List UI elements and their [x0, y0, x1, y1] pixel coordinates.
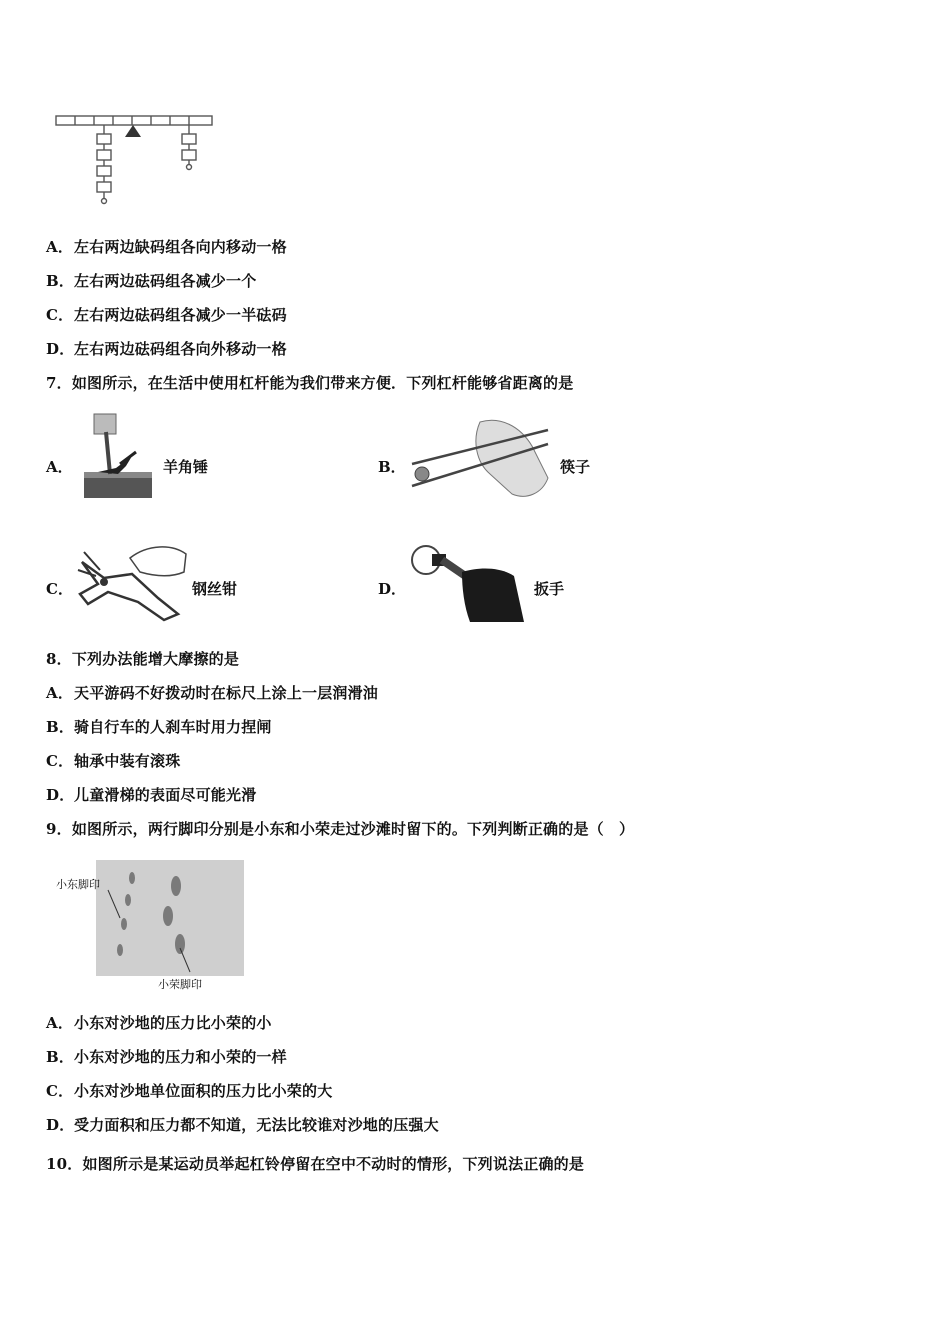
option-letter: D． — [46, 786, 75, 804]
claw-hammer-image — [80, 410, 154, 500]
option-text: 左右两边砝码组各向外移动一格 — [74, 340, 287, 358]
lever-balance-figure — [54, 112, 216, 208]
q9-option-c[interactable] — [46, 1080, 332, 1101]
q7-option-a-letter[interactable]: A． — [46, 458, 73, 476]
chopsticks-image — [408, 416, 550, 500]
q8-stem: 8．下列办法能增大摩擦的是 — [46, 650, 240, 668]
option-letter: C． — [46, 752, 74, 770]
option-letter: B． — [46, 272, 75, 290]
q10-stem: 10．如图所示是某运动员举起杠铃停留在空中不动时的情形，下列说法正确的是 — [46, 1155, 585, 1173]
option-letter: A． — [46, 1014, 74, 1032]
wire-pliers-image — [74, 542, 190, 622]
footprints-figure — [52, 858, 212, 992]
label-xiaodong: 小东脚印 — [56, 878, 100, 891]
q7-stem: 7．如图所示，在生活中使用杠杆能为我们带来方便．下列杠杆能够省距离的是 — [46, 374, 574, 392]
label-xiaorong: 小荣脚印 — [158, 978, 202, 991]
option-text: 左右两边缺码组各向内移动一格 — [74, 238, 287, 256]
q7-option-d-caption: 扳手 — [534, 580, 565, 598]
q7-option-c-letter[interactable]: C． — [46, 580, 73, 598]
option-letter: B． — [46, 1048, 75, 1066]
q6-option-c[interactable] — [46, 304, 287, 325]
q7-option-a-caption: 羊角锤 — [163, 458, 209, 476]
sand-photo — [96, 860, 244, 976]
q8-option-a[interactable] — [46, 682, 378, 703]
q9-option-a[interactable] — [46, 1012, 272, 1033]
q9-option-b[interactable] — [46, 1046, 287, 1067]
option-text: 受力面积和压力都不知道，无法比较谁对沙地的压强大 — [74, 1116, 439, 1134]
option-letter: A． — [46, 684, 74, 702]
wrench-image — [406, 542, 526, 622]
option-text: 小东对沙地的压力和小荣的一样 — [74, 1048, 287, 1066]
option-letter: C． — [46, 306, 74, 324]
q7-option-b-letter[interactable]: B． — [378, 458, 406, 476]
q9-stem: 9．如图所示，两行脚印分别是小东和小荣走过沙滩时留下的。下列判断正确的是（ ） — [46, 820, 635, 838]
option-text: 左右两边砝码组各减少一个 — [74, 272, 257, 290]
q9-option-d[interactable] — [46, 1114, 439, 1135]
option-text: 骑自行车的人刹车时用力捏闸 — [74, 718, 272, 736]
option-letter: D． — [46, 1116, 75, 1134]
q7-option-c-caption: 钢丝钳 — [192, 580, 238, 598]
option-letter: B． — [46, 718, 75, 736]
q6-option-a[interactable] — [46, 236, 287, 257]
option-text: 小东对沙地单位面积的压力比小荣的大 — [74, 1082, 333, 1100]
option-letter: D． — [46, 340, 75, 358]
q8-option-d[interactable] — [46, 784, 256, 805]
option-text: 左右两边砝码组各减少一半砝码 — [74, 306, 287, 324]
q7-option-b-caption: 筷子 — [560, 458, 591, 476]
option-letter: A． — [46, 238, 74, 256]
option-text: 小东对沙地的压力比小荣的小 — [74, 1014, 272, 1032]
option-letter: C． — [46, 1082, 74, 1100]
q6-option-d[interactable] — [46, 338, 287, 359]
q8-option-c[interactable] — [46, 750, 180, 771]
q7-option-d-letter[interactable]: D． — [378, 580, 407, 598]
q8-option-b[interactable] — [46, 716, 272, 737]
q6-option-b[interactable] — [46, 270, 256, 291]
option-text: 儿童滑梯的表面尽可能光滑 — [74, 786, 257, 804]
option-text: 轴承中装有滚珠 — [74, 752, 181, 770]
option-text: 天平游码不好拨动时在标尺上涂上一层润滑油 — [74, 684, 379, 702]
